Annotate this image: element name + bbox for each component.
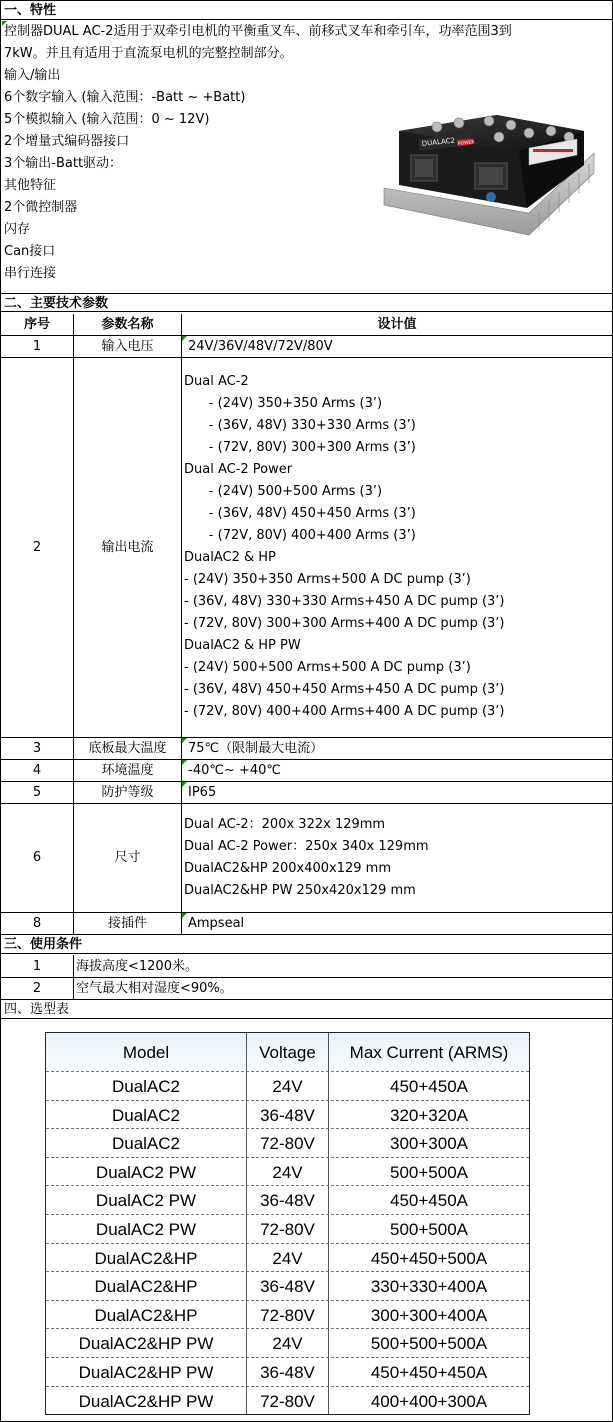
param-value: Ampseal (188, 916, 245, 931)
selection-cell-max-current: 450+450A (390, 1077, 468, 1096)
cell-marker (182, 738, 187, 743)
selection-row (46, 1271, 529, 1301)
param-value: 75℃（限制最大电流） (188, 741, 324, 756)
selection-row (46, 1357, 529, 1387)
feature-line: 3个输出-Batt驱动： (4, 156, 123, 171)
selection-cell-voltage: 24V (272, 1162, 303, 1182)
param-value-line: - (24V) 500+500 Arms (3’) (184, 484, 383, 499)
cell-marker (2, 21, 7, 26)
condition-text: 空气最大相对湿度<90%。 (76, 981, 233, 996)
selection-row (46, 1071, 529, 1101)
row-no: 8 (32, 916, 42, 931)
selection-cell-model: DualAC2 PW (95, 1162, 197, 1182)
selection-cell-voltage: 24V (272, 1077, 303, 1096)
selection-cell-voltage: 36-48V (260, 1191, 315, 1211)
param-value-line: Dual AC-2 Power (184, 462, 293, 477)
section4-header: 四、选型表 (1, 1000, 612, 1019)
selection-cell-model: DualAC2&HP PW (78, 1334, 214, 1354)
param-value-line: - (24V) 350+350 Arms+500 A DC pump (3’) (184, 572, 471, 587)
cell-marker (182, 913, 187, 918)
selection-cell-max-current: 500+500+500A (370, 1334, 488, 1354)
selection-table (45, 1032, 530, 1415)
param-name: 输出电流 (101, 540, 154, 555)
feature-line: 7kW。并且有适用于直流泵电机的完整控制部分。 (4, 46, 293, 61)
row-no: 5 (32, 785, 42, 800)
feature-line: 其他特征 (4, 178, 57, 193)
selection-cell-model: DualAC2 (111, 1105, 181, 1125)
param-value-line: - (36V, 48V) 450+450 Arms+450 A DC pump (3’) (184, 682, 505, 697)
cell-marker (182, 760, 187, 765)
selection-row (46, 1128, 529, 1158)
selection-column-model: Model (122, 1043, 170, 1062)
param-name: 尺寸 (114, 850, 141, 865)
selection-cell-max-current: 450+450+500A (370, 1248, 488, 1268)
param-name: 接插件 (107, 916, 147, 931)
param-name: 输入电压 (101, 339, 154, 354)
selection-cell-voltage: 72-80V (260, 1391, 315, 1411)
param-name: 底板最大温度 (88, 741, 167, 756)
selection-row (46, 1243, 529, 1273)
row-no: 4 (32, 763, 42, 778)
row-no: 1 (32, 339, 42, 354)
selection-cell-model: DualAC2&HP (94, 1248, 198, 1268)
feature-line: 输入/输出 (4, 68, 61, 83)
row-no: 2 (32, 981, 42, 996)
feature-line: 2个增量式编码器接口 (4, 134, 130, 149)
controller-product-image (379, 93, 599, 261)
feature-line: 6个数字输入 (输入范围：-Batt ~ +Batt) (4, 90, 246, 105)
param-value-line: - (24V) 500+500 Arms+500 A DC pump (3’) (184, 660, 471, 675)
selection-cell-voltage: 36-48V (260, 1277, 315, 1297)
condition-text: 海拔高度<1200米。 (76, 959, 198, 974)
selection-cell-max-current: 320+320A (390, 1105, 468, 1125)
param-value-line: DualAC2 & HP PW (184, 638, 301, 653)
param-value-line: - (36V, 48V) 450+450 Arms (3’) (184, 506, 416, 521)
feature-line: 控制器DUAL AC-2适用于双牵引电机的平衡重叉车、前移式叉车和牵引车，功率范围3到 (4, 24, 512, 39)
param-value: 24V/36V/48V/72V/80V (188, 339, 333, 354)
selection-table-header (46, 1033, 529, 1071)
param-value-line: - (72V, 80V) 300+300 Arms (3’) (184, 440, 416, 455)
selection-row (46, 1328, 529, 1358)
selection-cell-voltage: 24V (272, 1248, 303, 1268)
selection-cell-model: DualAC2&HP (94, 1305, 198, 1325)
row-no: 3 (32, 741, 42, 756)
param-value-line: DualAC2 & HP (184, 550, 276, 565)
selection-cell-model: DualAC2&HP PW (78, 1391, 214, 1411)
selection-row (46, 1386, 529, 1416)
selection-cell-max-current: 300+300+400A (370, 1305, 488, 1325)
feature-line: 串行连接 (4, 266, 57, 281)
selection-cell-max-current: 330+330+400A (370, 1277, 488, 1297)
section1-header: 一、特性 (1, 1, 612, 20)
param-value-line: - (36V, 48V) 330+330 Arms+450 A DC pump (3’) (184, 594, 505, 609)
param-value-line: Dual AC-2 Power：250x 340x 129mm (184, 839, 429, 854)
feature-line: 闪存 (4, 222, 31, 237)
selection-cell-max-current: 450+450+450A (370, 1363, 488, 1382)
row-no: 2 (32, 540, 42, 555)
selection-cell-voltage: 36-48V (260, 1363, 315, 1382)
row-no: 6 (32, 850, 42, 865)
param-name: 防护等级 (101, 785, 154, 800)
param-value-line: Dual AC-2：200x 322x 129mm (184, 817, 386, 832)
selection-cell-model: DualAC2 (111, 1134, 181, 1154)
cell-marker (182, 336, 187, 341)
param-value-line: - (72V, 80V) 400+400 Arms+400 A DC pump (3’) (184, 704, 505, 719)
selection-cell-voltage: 24V (272, 1334, 303, 1354)
product-brand-label: DUALAC2 (421, 136, 456, 148)
selection-cell-voltage: 36-48V (260, 1105, 315, 1125)
param-value-line: DualAC2&HP 200x400x129 mm (184, 861, 392, 876)
selection-cell-model: DualAC2 PW (95, 1220, 197, 1239)
selection-column-voltage: Voltage (259, 1043, 316, 1062)
selection-row (46, 1157, 529, 1187)
section3-header: 三、使用条件 (1, 935, 612, 954)
param-value-line: DualAC2&HP PW 250x420x129 mm (184, 883, 416, 898)
param-value-line: - (72V, 80V) 300+300 Arms+400 A DC pump (3’) (184, 616, 505, 631)
product-badge-label: POWER (457, 140, 475, 147)
param-value-line: Dual AC-2 (184, 374, 249, 389)
section2-header: 二、主要技术参数 (1, 293, 612, 312)
selection-cell-max-current: 450+450A (390, 1191, 468, 1211)
feature-line: 2个微控制器 (4, 200, 78, 215)
selection-cell-model: DualAC2&HP (94, 1277, 198, 1297)
selection-cell-voltage: 72-80V (260, 1220, 315, 1239)
param-value: IP65 (188, 785, 217, 800)
feature-line: Can接口 (4, 244, 56, 259)
feature-line: 5个模拟输入 (输入范围：0 ~ 12V) (4, 112, 210, 127)
column-header-param: 参数名称 (101, 317, 154, 332)
cell-marker (182, 782, 187, 787)
param-value-line: - (36V, 48V) 330+330 Arms (3’) (184, 418, 416, 433)
row-no: 1 (32, 959, 42, 974)
selection-cell-max-current: 400+400+300A (370, 1391, 488, 1411)
column-header-value: 设计值 (377, 317, 417, 332)
selection-cell-max-current: 500+500A (390, 1220, 468, 1239)
param-value-line: - (72V, 80V) 400+400 Arms (3’) (184, 528, 416, 543)
selection-row (46, 1300, 529, 1330)
selection-cell-voltage: 72-80V (260, 1134, 315, 1154)
selection-cell-voltage: 72-80V (260, 1305, 315, 1325)
param-value-line: - (24V) 350+350 Arms (3’) (184, 396, 383, 411)
selection-cell-model: DualAC2&HP PW (78, 1363, 214, 1382)
selection-row (46, 1214, 529, 1244)
selection-cell-max-current: 300+300A (390, 1134, 468, 1154)
selection-row (46, 1100, 529, 1130)
selection-cell-max-current: 500+500A (390, 1162, 468, 1182)
param-value: -40℃~ +40℃ (184, 763, 282, 778)
selection-cell-model: DualAC2 (111, 1077, 181, 1096)
column-header-no: 序号 (23, 317, 50, 332)
selection-row (46, 1185, 529, 1215)
param-name: 环境温度 (101, 763, 154, 778)
selection-cell-model: DualAC2 PW (95, 1191, 197, 1211)
selection-column-current: Max Current (ARMS) (349, 1043, 509, 1062)
